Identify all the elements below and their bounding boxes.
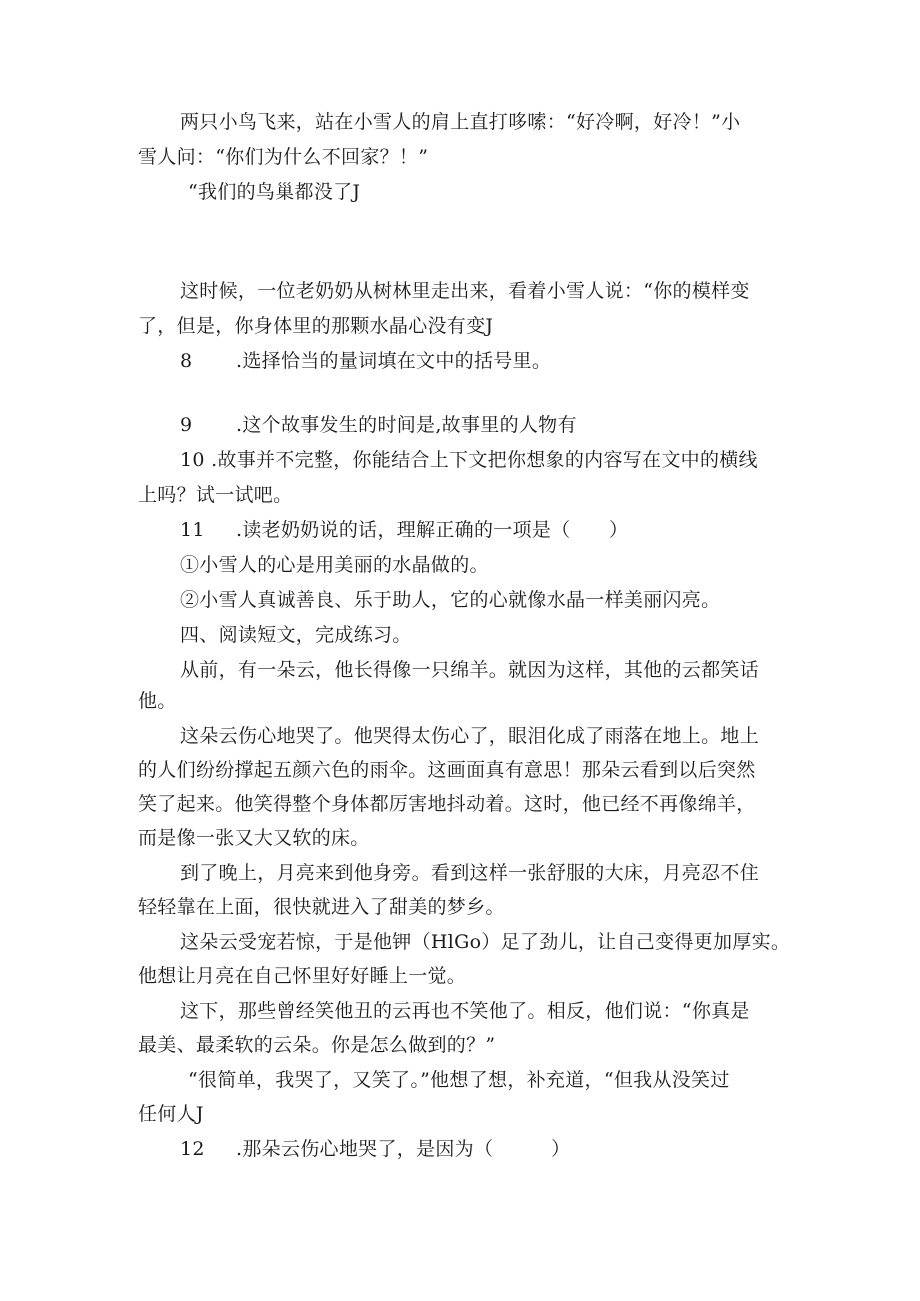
passage2-line: 从前，有一朵云，他长得像一只绵羊。就因为这样，其他的云都笑话	[180, 659, 760, 681]
question-number: 9	[180, 414, 193, 436]
question-number: 8	[180, 350, 193, 372]
answer-option: ②小雪人真诚善良、乐于助人，它的心就像水晶一样美丽闪亮。	[180, 589, 721, 611]
passage2-line: 这朵云伤心地哭了。他哭得太伤心了，眼泪化成了雨落在地上。地上	[180, 725, 760, 747]
passage1-line: 两只小鸟飞来，站在小雪人的肩上直打哆嗦：“好冷啊，好冷！”小	[180, 111, 741, 133]
passage2-line: 而是像一张又大又软的床。	[138, 827, 370, 849]
question-9	[180, 413, 830, 437]
passage2-line: 他想让月亮在自己怀里好好睡上一觉。	[138, 965, 467, 987]
answer-option: ①小雪人的心是用美丽的水晶做的。	[180, 554, 489, 576]
passage2-line: 轻轻靠在上面，很快就进入了甜美的梦乡。	[138, 896, 505, 918]
passage2-line: 笑了起来。他笑得整个身体都厉害地抖动着。这时，他已经不再像绵羊，	[138, 793, 756, 815]
question-8	[180, 349, 830, 373]
passage1-line: 了，但是，你身体里的那颗水晶心没有变J	[138, 315, 494, 337]
question-text: .这个故事发生的时间是,故事里的人物有	[236, 414, 577, 436]
question-10-line: 上吗？试一试吧。	[138, 484, 293, 506]
passage1-line: 雪人问：“你们为什么不回家？！”	[138, 146, 429, 168]
passage2-line: “很简单，我哭了，又笑了。”他想了想，补充道，“但我从没笑过	[188, 1069, 730, 1091]
passage2-line: 这朵云受宠若惊，于是他钾（HlGo）足了劲儿，让自己变得更加厚实。	[180, 931, 791, 953]
passage2-line: 任何人J	[138, 1103, 204, 1125]
question-text: .那朵云伤心地哭了，是因为（ ）	[236, 1138, 571, 1160]
section-heading: 四、阅读短文，完成练习。	[180, 624, 412, 646]
question-number: 12	[180, 1138, 205, 1160]
passage1-line: 这时候，一位老奶奶从树林里走出来，看着小雪人说：“你的模样变	[180, 280, 750, 302]
question-10-line: 10 .故事并不完整，你能结合上下文把你想象的内容写在文中的横线	[180, 449, 758, 471]
question-12	[180, 1137, 830, 1161]
passage2-line: 最美、最柔软的云朵。你是怎么做到的？”	[138, 1034, 496, 1056]
question-text: .选择恰当的量词填在文中的括号里。	[236, 350, 552, 372]
question-11	[180, 518, 830, 542]
question-number: 11	[180, 519, 205, 541]
passage2-line: 的人们纷纷撑起五颜六色的雨伞。这画面真有意思！那朵云看到以后突然	[138, 759, 756, 781]
passage2-line: 到了晚上，月亮来到他身旁。看到这样一张舒服的大床，月亮忍不住	[180, 862, 760, 884]
question-text: .读老奶奶说的话，理解正确的一项是（ ）	[236, 519, 629, 541]
passage2-line: 他。	[138, 690, 177, 712]
passage1-line: “我们的鸟巢都没了J	[188, 181, 361, 203]
passage2-line: 这下，那些曾经笑他丑的云再也不笑他了。相反，他们说：“你真是	[180, 1000, 750, 1022]
